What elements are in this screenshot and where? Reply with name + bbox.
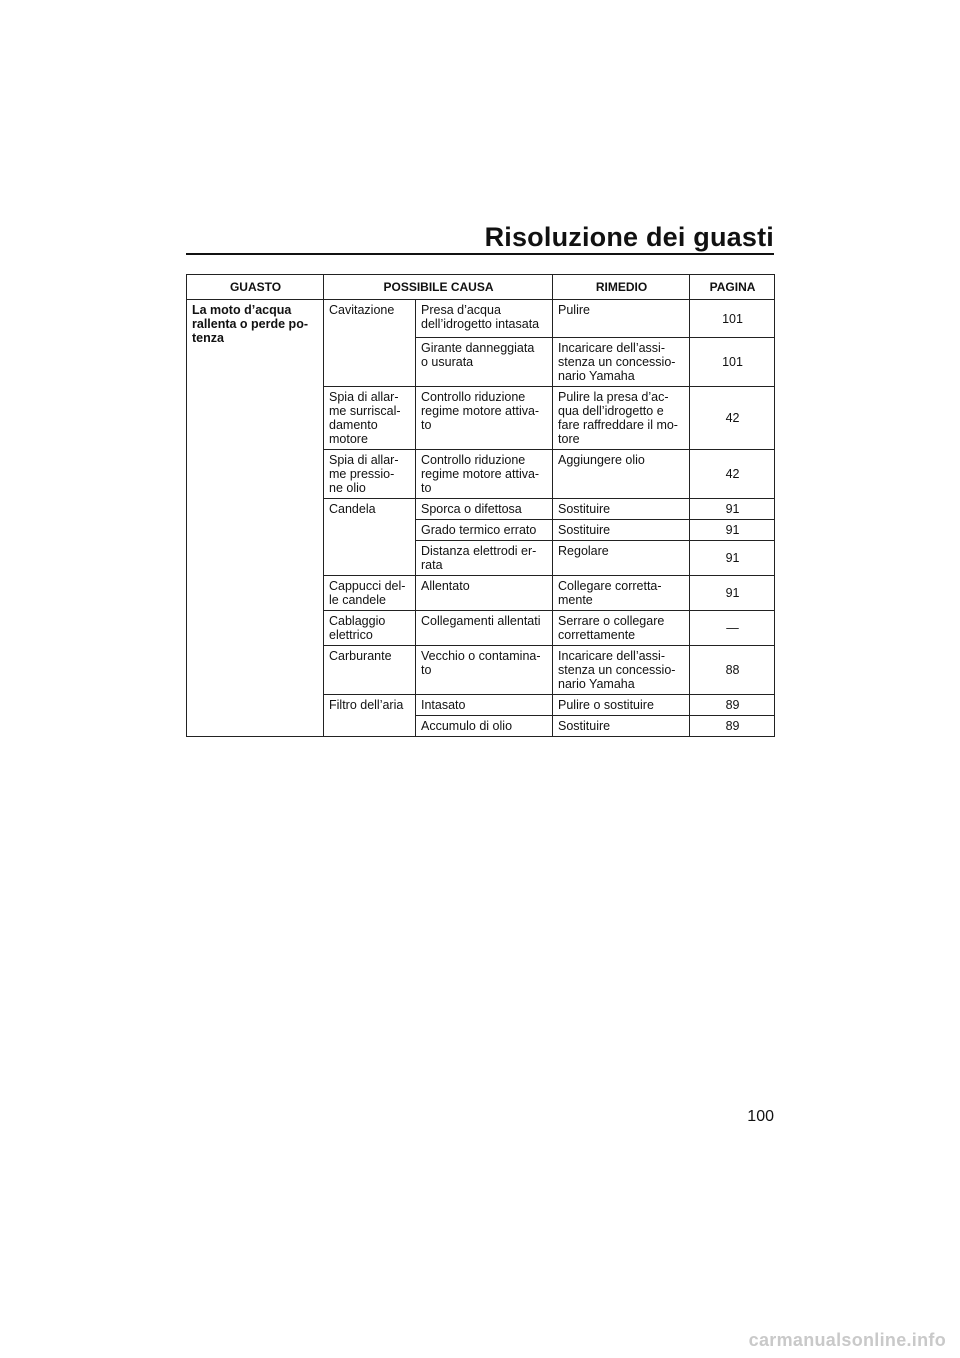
remedy-cell: Regolare (553, 541, 690, 576)
page-ref-cell: — (690, 611, 775, 646)
troubleshooting-table (186, 274, 775, 737)
detail-cell: Collegamenti allentati (416, 611, 553, 646)
cause-cell: Spia di allar- me surriscal- damento motore (324, 387, 416, 450)
page-ref-cell: 42 (690, 387, 775, 450)
remedy-cell: Serrare o collegare correttamente (553, 611, 690, 646)
detail-cell: Vecchio o contamina- to (416, 646, 553, 695)
remedy-cell: Sostituire (553, 716, 690, 737)
title-rule (186, 253, 774, 255)
remedy-cell: Incaricare dell’assi- stenza un concessio- nario Yamaha (553, 646, 690, 695)
detail-cell: Sporca o difettosa (416, 499, 553, 520)
page-ref-cell: 91 (690, 541, 775, 576)
table-header-row (187, 275, 775, 300)
cause-cell: Spia di allar- me pressio- ne olio (324, 450, 416, 499)
page-ref-cell: 91 (690, 499, 775, 520)
header-fault: GUASTO (187, 275, 324, 300)
cause-cell: Cavitazione (324, 300, 416, 387)
fault-cell: La moto d’acqua rallenta o perde po- tenza (187, 300, 324, 737)
page-ref-cell: 89 (690, 695, 775, 716)
detail-cell: Accumulo di olio (416, 716, 553, 737)
cause-cell: Filtro dell’aria (324, 695, 416, 737)
remedy-cell: Sostituire (553, 520, 690, 541)
header-remedy: RIMEDIO (553, 275, 690, 300)
detail-cell: Distanza elettrodi er- rata (416, 541, 553, 576)
remedy-cell: Sostituire (553, 499, 690, 520)
remedy-cell: Incaricare dell’assi- stenza un concessio- nario Yamaha (553, 338, 690, 387)
detail-cell: Allentato (416, 576, 553, 611)
page-title: Risoluzione dei guasti (484, 222, 774, 252)
page-ref-cell: 88 (690, 646, 775, 695)
page-number: 100 (747, 1108, 774, 1125)
remedy-cell: Pulire la presa d’ac- qua dell’idrogetto e fare raffreddare il mo- tore (553, 387, 690, 450)
remedy-cell: Aggiungere olio (553, 450, 690, 499)
header-cause: POSSIBILE CAUSA (324, 275, 553, 300)
page-ref-cell: 101 (690, 338, 775, 387)
detail-cell: Controllo riduzione regime motore attiva- to (416, 387, 553, 450)
cause-cell: Cappucci del- le candele (324, 576, 416, 611)
detail-cell: Controllo riduzione regime motore attiva- to (416, 450, 553, 499)
detail-cell: Grado termico errato (416, 520, 553, 541)
detail-cell: Presa d’acqua dell’idrogetto intasata (416, 300, 553, 338)
detail-cell: Girante danneggiata o usurata (416, 338, 553, 387)
remedy-cell: Pulire (553, 300, 690, 338)
page-ref-cell: 101 (690, 300, 775, 338)
page-ref-cell: 89 (690, 716, 775, 737)
detail-cell: Intasato (416, 695, 553, 716)
page-ref-cell: 91 (690, 520, 775, 541)
table-row (187, 300, 775, 338)
page-ref-cell: 91 (690, 576, 775, 611)
header-page: PAGINA (690, 275, 775, 300)
cause-cell: Cablaggio elettrico (324, 611, 416, 646)
cause-cell: Candela (324, 499, 416, 576)
page-ref-cell: 42 (690, 450, 775, 499)
watermark: carmanualsonline.info (748, 1330, 946, 1350)
remedy-cell: Pulire o sostituire (553, 695, 690, 716)
remedy-cell: Collegare corretta- mente (553, 576, 690, 611)
cause-cell: Carburante (324, 646, 416, 695)
